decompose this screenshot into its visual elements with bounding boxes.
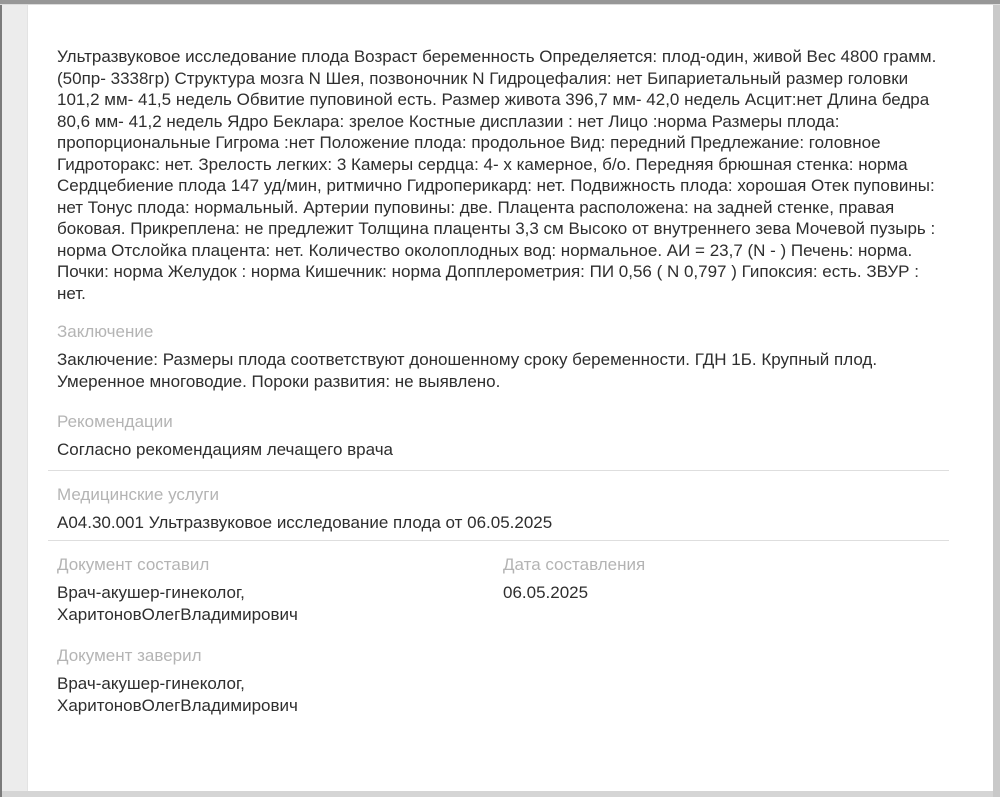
medical-services-label: Медицинские услуги: [57, 484, 220, 504]
medical-services-text: A04.30.001 Ультразвуковое исследование плода от 06.05.2025: [57, 512, 553, 532]
composition-date-label: Дата составления: [503, 555, 646, 574]
composed-by-name-line2: ХаритоновОлегВладимирович: [57, 604, 298, 624]
recommendations-label: Рекомендации: [57, 412, 173, 431]
frame-top-edge: [0, 0, 1000, 5]
certified-by-label: Документ заверил: [57, 646, 202, 665]
recommendations-text: Согласно рекомендациям лечащего врача: [57, 440, 393, 459]
ultrasound-report-text: Ультразвуковое исследование плода Возраст беременность Определяется: плод-один, живой Вес 4800 грамм. (50пр- 3338гр) Структура мозга N Шея, позвоночник N Гидроцефалия: нет Бипариетальный размер головки 101,2 мм- 41,5 недель Обвитие пуповиной есть. Размер живота 396,7 мм- 42,0 недель Асцит:нет Длина бедра 80,6 мм- 41,2 недель Ядро Беклара: зрелое Костные дисплазии : нет Лицо :норма Размеры плода: пропорциональные Гигрома :нет Положение плода: продольное Вид: передний Предлежание: головное Гидроторакс: нет. Зрелость легких: 3 Камеры сердца: 4- х камерное, б/о. Передняя брюшная стенка: норма Сердцебиение плода 147 уд/мин, ритмично Гидроперикард: нет. Подвижность плода: хорошая Отек пуповины: нет Тонус плода: нормальный. Артерии пуповины: две. Плацента расположена: на задней стенке, правая боковая. Прикреплена: не предлежит Толщина плаценты 3,3 см Высоко от внутреннего зева Мочевой пузырь : норма Отслойка плацента: нет. Количество околоплодных вод: нормальное. АИ = 23,7 (N - ) Печень: норма. Почки: норма Желудок : норма Кишечник: норма Допплерометрия: ПИ 0,56 ( N 0,797 ) Гипоксия: есть. ЗВУР : нет.: [57, 47, 937, 303]
composition-date-value: 06.05.2025: [503, 583, 589, 602]
composition-date-block: [503, 554, 945, 625]
composed-by-label: Документ составил: [57, 555, 210, 574]
section-conclusion: [57, 321, 945, 392]
conclusion-label: Заключение: [57, 322, 154, 341]
frame-left-edge: [0, 0, 2, 797]
certified-by-name: [57, 673, 945, 716]
frame-left-gutter: [2, 5, 28, 791]
certified-by-name-line2: ХаритоновОлегВладимирович: [57, 695, 298, 715]
section-medical-services: [57, 484, 945, 534]
composed-by-block: [57, 554, 503, 625]
certified-by-name-line1: Врач-акушер-гинеколог,: [57, 674, 245, 693]
composed-by-name-line1: Врач-акушер-гинеколог,: [57, 583, 245, 602]
frame-right-edge: [993, 4, 1000, 797]
section-signers: [57, 554, 945, 625]
conclusion-text: Заключение: Размеры плода соответствуют доношенному сроку беременности. ГДН 1Б. Крупный плод. Умеренное многоводие. Пороки развития: не выявлено.: [57, 350, 878, 391]
section-divider: [48, 470, 949, 471]
composed-by-name: [57, 582, 503, 625]
document-page: [28, 5, 993, 791]
section-recommendations: [57, 411, 945, 461]
frame-bottom-edge: [2, 791, 1000, 797]
section-divider: [48, 540, 949, 541]
section-certified: [57, 645, 945, 716]
